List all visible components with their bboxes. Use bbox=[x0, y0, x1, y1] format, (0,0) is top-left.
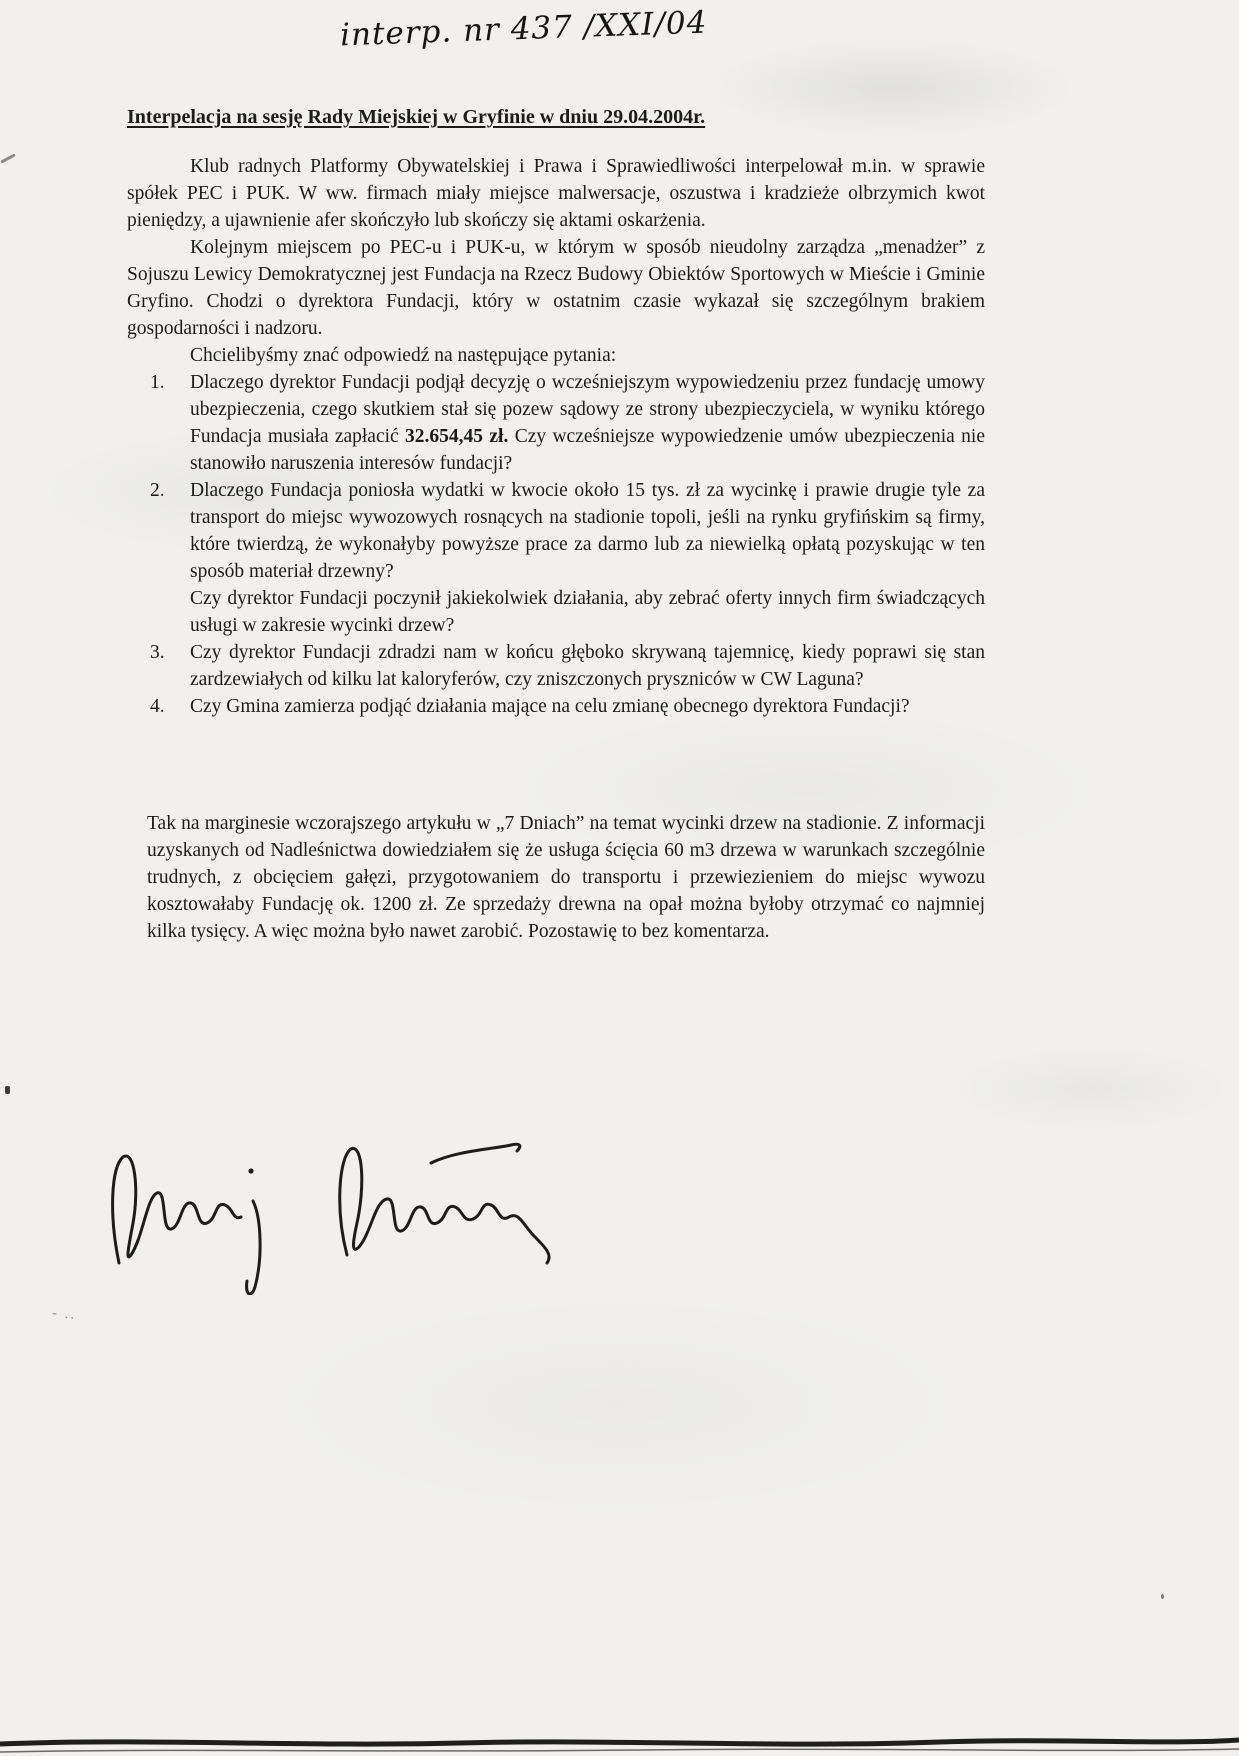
signature-ink bbox=[95, 1105, 575, 1295]
document-title: Interpelacja na sesję Rady Miejskiej w Gryfinie w dniu 29.04.2004r. bbox=[127, 106, 706, 128]
question-2-text: Dlaczego Fundacja poniosła wydatki w kwocie około 15 tys. zł za wycinkę i prawie drugie tyle za transport do miejsc wywozowych rosnących na stadionie topoli, jeśli na rynku gryfińskim są firmy, które twierdzą, że wykonałyby powyższe prace za darmo lub za niewielką opłatą pozyskując w ten sposób materiał drzewny? bbox=[190, 480, 985, 582]
document-body bbox=[127, 104, 985, 945]
paragraph-fundacja: Kolejnym miejscem po PEC-u i PUK-u, w którym w sposób nieudolny zarządza „menadżer” z Sojuszu Lewicy Demokratycznej jest Fundacja na Rzecz Budowy Obiektów Sportowych w Mieście i Gminie Gryfino. Chodzi o dyrektora Fundacji, który w ostatnim czasie wykazał się szczególnym brakiem gospodarności i nadzoru. bbox=[127, 237, 985, 339]
question-3-number: 3. bbox=[150, 642, 165, 663]
question-4-number: 4. bbox=[150, 696, 165, 717]
handwritten-note: interp. nr 437 /XXI/04 bbox=[339, 4, 708, 54]
scan-artifact-dot bbox=[5, 1086, 10, 1094]
question-2 bbox=[127, 477, 985, 639]
question-2-number: 2. bbox=[150, 480, 165, 501]
questions-intro: Chcielibyśmy znać odpowiedź na następujące pytania: bbox=[190, 345, 617, 366]
scan-edge-line bbox=[0, 1728, 1239, 1754]
closing-paragraph: Tak na marginesie wczorajszego artykułu w „7 Dniach” na temat wycinki drzew na stadionie. Z informacji uzyskanych od Nadleśnictwa dowiedziałem się że usługa ścięcia 60 m3 drzewa w warunkach szczególnie trudnych, z obcięciem gałęzi, przygotowaniem do transportu i przewiezieniem do miejsc wywozu kosztowałaby Fundację ok. 1200 zł. Ze sprzedaży drewna na opał można byłoby otrzymać co najmniej kilka tysięcy. A więc można było nawet zarobić. Pozostawię to bez komentarza. bbox=[147, 813, 985, 942]
question-2-followup: Czy dyrektor Fundacji poczynił jakiekolwiek działania, aby zebrać oferty innych firm świadczących usługi w zakresie wycinki drzew? bbox=[190, 588, 985, 636]
question-1 bbox=[127, 369, 985, 477]
question-4 bbox=[127, 693, 985, 720]
question-3 bbox=[127, 639, 985, 693]
question-1-text-after: Czy wcześniejsze wypowiedzenie umów ubezpieczenia nie stanowiło naruszenia interesów fundacji? bbox=[190, 426, 985, 474]
signature bbox=[95, 1105, 575, 1300]
scan-artifact-dot-right bbox=[1161, 1594, 1164, 1599]
scan-artifact-slash bbox=[0, 153, 16, 163]
question-1-amount: 32.654,45 zł. bbox=[405, 426, 509, 447]
question-3-text: Czy dyrektor Fundacji zdradzi nam w końcu głęboko skrywaną tajemnicę, kiedy poprawi się stan zardzewiałych od kilku lat kaloryferów, czy zniszczonych pryszniców w CW Laguna? bbox=[190, 642, 985, 690]
question-4-text: Czy Gmina zamierza podjąć działania mające na celu zmianę obecnego dyrektora Fundacji? bbox=[190, 696, 910, 717]
scan-artifact-dashes: - .. bbox=[51, 1305, 77, 1323]
paragraph-intro-pec-puk: Klub radnych Platformy Obywatelskiej i Prawa i Sprawiedliwości interpelował m.in. w sprawie spółek PEC i PUK. W ww. firmach miały miejsce malwersacje, oszustwa i kradzieże olbrzymich kwot pieniędzy, a ujawnienie afer skończyło lub skończy się aktami oskarżenia. bbox=[127, 156, 985, 231]
question-1-text-before: Dlaczego dyrektor Fundacji podjął decyzję o wcześniejszym wypowiedzeniu przez fundację umowy ubezpieczenia, czego skutkiem stał się pozew sądowy ze strony ubezpieczyciela, w wyniku którego Fundacja musiała zapłacić bbox=[190, 372, 985, 447]
question-1-number: 1. bbox=[150, 372, 165, 393]
